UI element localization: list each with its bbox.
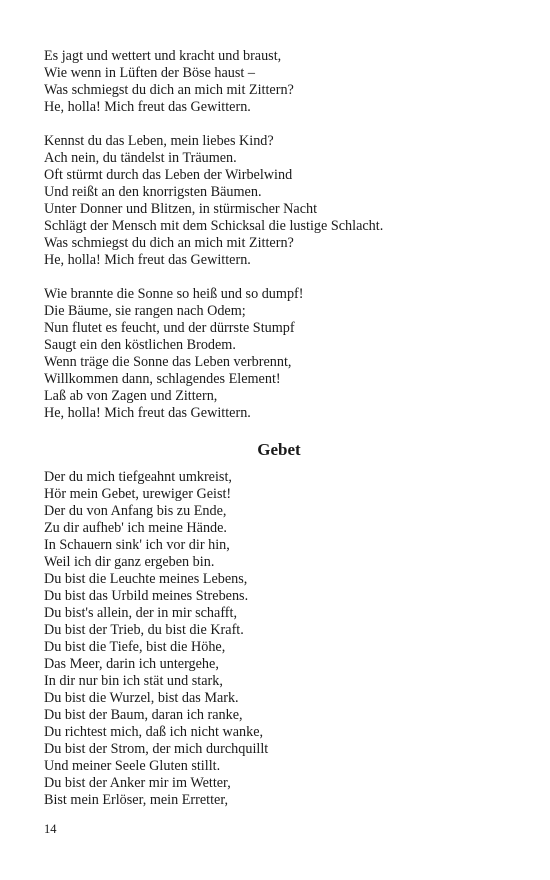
page-content xyxy=(44,48,514,809)
verse-line: Du bist der Anker mir im Wetter, xyxy=(44,775,231,791)
verse-line: He, holla! Mich freut das Gewittern. xyxy=(44,252,251,268)
verse-line: Das Meer, darin ich untergehe, xyxy=(44,656,219,672)
verse-line: Hör mein Gebet, urewiger Geist! xyxy=(44,486,232,502)
verse-line: Saugt ein den köstlichen Brodem. xyxy=(44,337,236,353)
verse-line: In Schauern sink' ich vor dir hin, xyxy=(44,537,230,553)
stanza-2 xyxy=(44,133,514,269)
verse-line: Zu dir aufheb' ich meine Hände. xyxy=(44,520,227,536)
verse-line: Du bist's allein, der in mir schafft, xyxy=(44,605,237,621)
verse-line: Was schmiegst du dich an mich mit Zittern? xyxy=(44,82,294,98)
verse-line: Wenn träge die Sonne das Leben verbrennt, xyxy=(44,354,292,370)
verse-line: In dir nur bin ich stät und stark, xyxy=(44,673,223,689)
verse-line: Und reißt an den knorrigsten Bäumen. xyxy=(44,184,262,200)
verse-line: Du bist das Urbild meines Strebens. xyxy=(44,588,249,604)
verse-line: Du bist der Baum, daran ich ranke, xyxy=(44,707,243,723)
stanza-1 xyxy=(44,48,514,116)
verse-line: Du bist der Trieb, du bist die Kraft. xyxy=(44,622,244,638)
verse-line: Die Bäume, sie rangen nach Odem; xyxy=(44,303,246,319)
verse-line: Du bist die Wurzel, bist das Mark. xyxy=(44,690,239,706)
verse-line: Laß ab von Zagen und Zittern, xyxy=(44,388,218,404)
verse-line: Weil ich dir ganz ergeben bin. xyxy=(44,554,215,570)
page-number: 14 xyxy=(44,822,57,836)
verse-line: Der du von Anfang bis zu Ende, xyxy=(44,503,227,519)
verse-line: Der du mich tiefgeahnt umkreist, xyxy=(44,469,232,485)
verse-line: Du bist die Tiefe, bist die Höhe, xyxy=(44,639,226,655)
verse-line: Es jagt und wettert und kracht und braust, xyxy=(44,48,282,64)
verse-line: Was schmiegst du dich an mich mit Zittern? xyxy=(44,235,294,251)
poem-storm xyxy=(44,48,514,422)
verse-line: Du richtest mich, daß ich nicht wanke, xyxy=(44,724,264,740)
verse-line: Willkommen dann, schlagendes Element! xyxy=(44,371,281,387)
verse-line: He, holla! Mich freut das Gewittern. xyxy=(44,99,251,115)
verse-line: He, holla! Mich freut das Gewittern. xyxy=(44,405,251,421)
verse-line: Du bist der Strom, der mich durchquillt xyxy=(44,741,269,757)
poem-title: Gebet xyxy=(257,440,301,459)
verse-line: Unter Donner und Blitzen, in stürmischer Nacht xyxy=(44,201,318,217)
verse-line: Kennst du das Leben, mein liebes Kind? xyxy=(44,133,274,149)
verse-line: Wie wenn in Lüften der Böse haust – xyxy=(44,65,256,81)
verse-line: Und meiner Seele Gluten stillt. xyxy=(44,758,221,774)
verse-line: Schlägt der Mensch mit dem Schicksal die lustige Schlacht. xyxy=(44,218,384,234)
verse-line: Oft stürmt durch das Leben der Wirbelwind xyxy=(44,167,293,183)
poem-gebet xyxy=(44,469,514,809)
verse-line: Wie brannte die Sonne so heiß und so dumpf! xyxy=(44,286,304,302)
verse-line: Nun flutet es feucht, und der dürrste Stumpf xyxy=(44,320,295,336)
stanza-3 xyxy=(44,286,514,422)
verse-line: Ach nein, du tändelst in Träumen. xyxy=(44,150,237,166)
verse-line: Bist mein Erlöser, mein Erretter, xyxy=(44,792,229,808)
verse-line: Du bist die Leuchte meines Lebens, xyxy=(44,571,248,587)
